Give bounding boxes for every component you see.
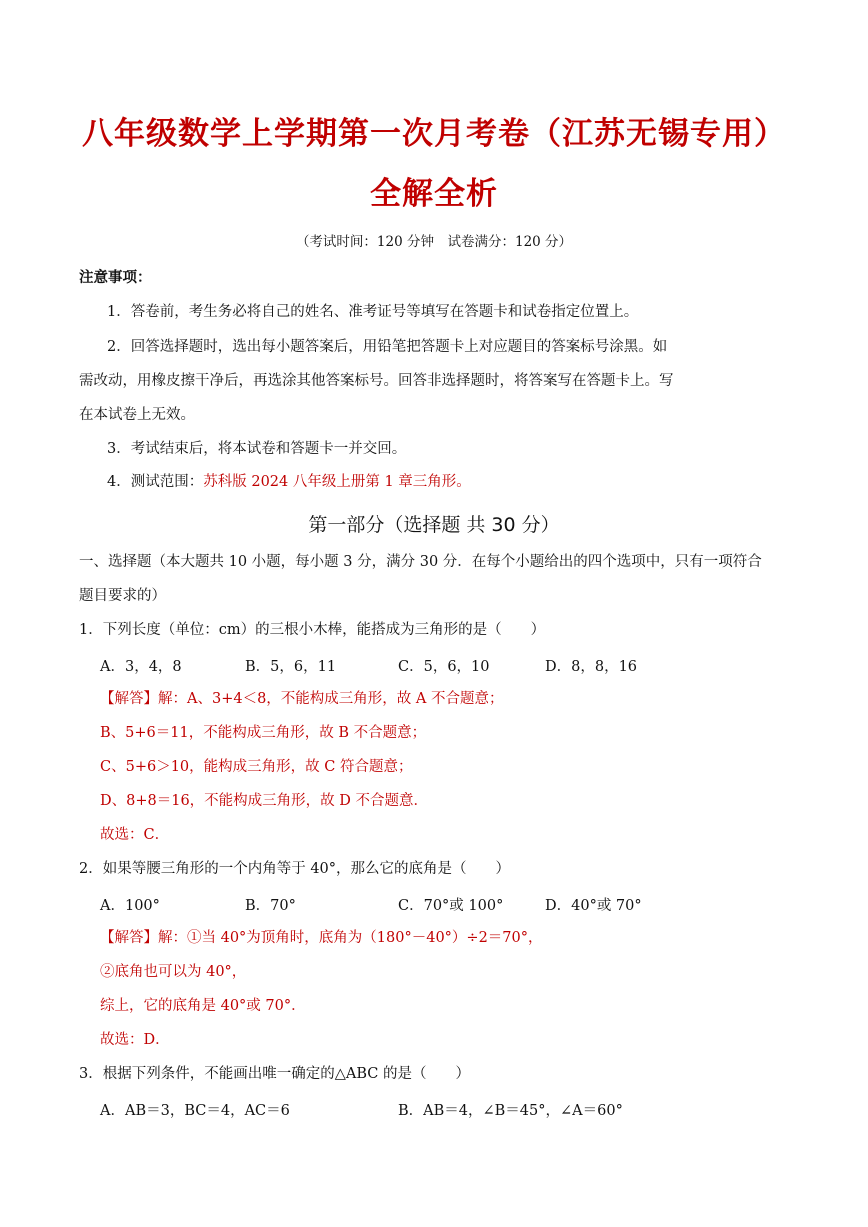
question-2-solution-line3: 综上，它的底角是 40°或 70°．	[100, 998, 306, 1014]
question-3-stem: 3．根据下列条件，不能画出唯一确定的△ABC 的是（ ）	[79, 1066, 470, 1082]
question-3-option-b: B．AB＝4，∠B＝45°，∠A＝60°	[398, 1103, 623, 1119]
question-1-solution-line1: 【解答】解：A、3+4＜8，不能构成三角形，故 A 不合题意；	[100, 691, 504, 707]
question-2-solution-line2: ②底角也可以为 40°，	[100, 964, 247, 980]
note-item-4	[107, 472, 471, 492]
note-item-2-line2: 需改动，用橡皮擦干净后，再选涂其他答案标号。回答非选择题时，将答案写在答题卡上。写	[79, 373, 674, 389]
question-2-option-b: B．70°	[245, 898, 296, 914]
question-1-solution-line4: D、8+8＝16，不能构成三角形，故 D 不合题意．	[100, 793, 429, 809]
question-1-option-b: B．5，6，11	[245, 659, 337, 675]
exam-info: （考试时间：120 分钟 试卷满分：120 分）	[295, 234, 573, 250]
section-intro-line2: 题目要求的）	[79, 588, 166, 604]
question-1-answer: 故选：C．	[100, 827, 170, 843]
question-2-solution-line1: 【解答】解：①当 40°为顶角时，底角为（180°－40°）÷2＝70°，	[100, 930, 543, 946]
note-item-4-prefix: 4．测试范围：	[107, 474, 204, 490]
question-1-solution-line2: B、5+6＝11，不能构成三角形，故 B 不合题意；	[100, 725, 427, 741]
note-item-2-line3: 在本试卷上无效。	[79, 407, 195, 423]
notes-heading: 注意事项：	[79, 270, 152, 286]
section-title: 第一部分（选择题 共 30 分）	[308, 514, 560, 536]
note-item-4-range: 苏科版 2024 八年级上册第 1 章三角形。	[203, 474, 471, 490]
question-2-option-c: C．70°或 100°	[398, 898, 504, 914]
question-2-answer-tag: 【解答】	[100, 930, 158, 946]
question-1-option-a: A．3，4，8	[100, 659, 182, 675]
page-title: 八年级数学上学期第一次月考卷（江苏无锡专用）	[82, 116, 786, 152]
section-intro-line1: 一、选择题（本大题共 10 小题，每小题 3 分，满分 30 分．在每个小题给出的四个选项中，只有一项符合	[79, 554, 762, 570]
note-item-2-line1: 2．回答选择题时，选出每小题答案后，用铅笔把答题卡上对应题目的答案标号涂黑。如	[107, 339, 668, 355]
question-1-answer-tag: 【解答】	[100, 691, 158, 707]
question-1-option-c: C．5，6，10	[398, 659, 490, 675]
question-1-option-d: D．8，8，16	[545, 659, 638, 675]
page-title-sub: 全解全析	[370, 176, 498, 212]
question-3-option-a: A．AB＝3，BC＝4，AC＝6	[100, 1103, 290, 1119]
question-2-answer: 故选：D．	[100, 1032, 170, 1048]
question-2-option-d: D．40°或 70°	[545, 898, 642, 914]
question-2-stem: 2．如果等腰三角形的一个内角等于 40°，那么它的底角是（ ）	[79, 861, 511, 877]
question-1-solution-line3: C、5+6＞10，能构成三角形，故 C 符合题意；	[100, 759, 413, 775]
question-2-option-a: A．100°	[100, 898, 160, 914]
question-1-stem: 1．下列长度（单位：cm）的三根小木棒，能搭成为三角形的是（ ）	[79, 622, 546, 638]
note-item-1: 1．答卷前，考生务必将自己的姓名、准考证号等填写在答题卡和试卷指定位置上。	[107, 304, 639, 320]
note-item-3: 3．考试结束后，将本试卷和答题卡一并交回。	[107, 441, 407, 457]
